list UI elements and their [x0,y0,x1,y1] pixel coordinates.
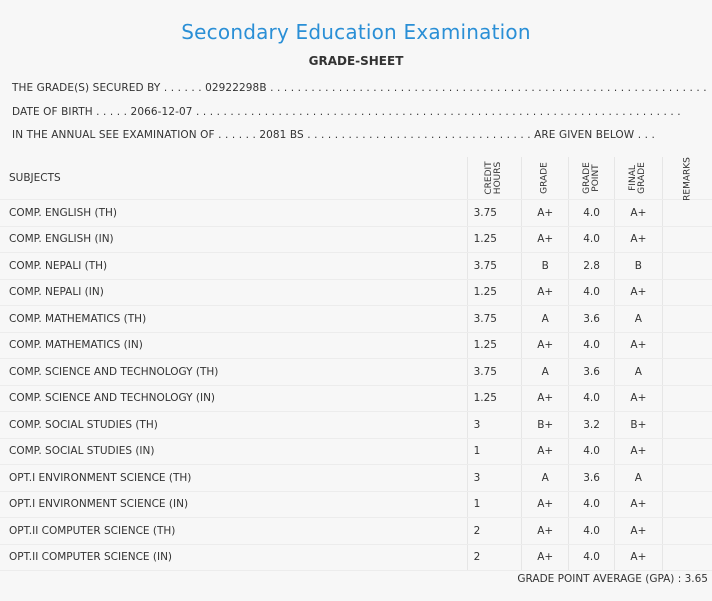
table-row [0,491,712,518]
final-grade-header: FINAL GRADE [614,157,662,200]
credit-hours-cell: 1 [467,491,521,518]
date-of-birth-line: DATE OF BIRTH . . . . . 2066-12-07 . . . . . . . . . . . . . . . . . . . . . . . . . . . . . . . . . . . . . . . . . . . . . . . . . . . . . . . . . . . . . . . . . . . . . . . [12,106,681,118]
subject-cell: OPT.II COMPUTER SCIENCE (TH) [0,518,467,545]
remarks-cell [663,491,712,518]
remarks-cell [663,200,712,227]
grade-point-cell: 4.0 [569,279,614,306]
grade-cell: B [522,253,569,280]
credit-hours-cell: 1.25 [467,226,521,253]
table-row [0,359,712,386]
final-grade-cell: A+ [614,438,662,465]
remarks-cell [663,544,712,571]
grade-point-cell: 4.0 [569,491,614,518]
final-grade-cell: A [614,359,662,386]
subject-cell: COMP. NEPALI (IN) [0,279,467,306]
credit-hours-cell: 2 [467,544,521,571]
subject-cell: COMP. ENGLISH (IN) [0,226,467,253]
final-grade-cell: B+ [614,412,662,439]
subject-cell: COMP. SOCIAL STUDIES (TH) [0,412,467,439]
credit-hours-cell: 1 [467,438,521,465]
remarks-cell [663,279,712,306]
grade-point-cell: 4.0 [569,438,614,465]
credit-hours-header: CREDIT HOURS [467,157,521,200]
final-grade-cell: A+ [614,279,662,306]
credit-hours-cell: 3.75 [467,359,521,386]
grade-secured-by-line: THE GRADE(S) SECURED BY . . . . . . 02922298B . . . . . . . . . . . . . . . . . . . . . . . . . . . . . . . . . . . . . . . . . . . . . . . . . . . . . . . . . . . . . . . . [12,82,707,94]
credit-hours-cell: 2 [467,518,521,545]
credit-hours-cell: 1.25 [467,279,521,306]
credit-hours-cell: 3 [467,465,521,492]
final-grade-cell: A+ [614,332,662,359]
credit-hours-cell: 3.75 [467,200,521,227]
grade-cell: A [522,359,569,386]
final-grade-cell: A [614,306,662,333]
grade-cell: A+ [522,332,569,359]
grade-point-cell: 3.2 [569,412,614,439]
grade-point-cell: 4.0 [569,544,614,571]
grade-cell: A+ [522,200,569,227]
table-header-row [0,157,712,200]
table-row [0,279,712,306]
table-row [0,465,712,492]
table-row [0,253,712,280]
subject-cell: COMP. SCIENCE AND TECHNOLOGY (IN) [0,385,467,412]
remarks-cell [663,438,712,465]
table-row [0,226,712,253]
grade-point-header: GRADE POINT [569,157,614,200]
grade-point-cell: 4.0 [569,200,614,227]
grade-cell: A+ [522,279,569,306]
grade-point-cell: 2.8 [569,253,614,280]
grade-cell: A+ [522,544,569,571]
table-row [0,412,712,439]
grade-sheet-heading: GRADE-SHEET [308,54,404,68]
remarks-cell [663,518,712,545]
subject-cell: COMP. NEPALI (TH) [0,253,467,280]
remarks-cell [663,253,712,280]
final-grade-cell: B [614,253,662,280]
subject-cell: COMP. MATHEMATICS (TH) [0,306,467,333]
credit-hours-cell: 1.25 [467,385,521,412]
grade-cell: A+ [522,438,569,465]
remarks-header: REMARKS [663,157,712,200]
grade-cell: A+ [522,385,569,412]
remarks-cell [663,359,712,386]
grade-point-cell: 3.6 [569,359,614,386]
remarks-cell [663,465,712,492]
credit-hours-cell: 3.75 [467,253,521,280]
grade-cell: B+ [522,412,569,439]
table-row [0,306,712,333]
final-grade-cell: A+ [614,518,662,545]
subject-cell: COMP. MATHEMATICS (IN) [0,332,467,359]
grade-point-cell: 4.0 [569,518,614,545]
grade-point-cell: 4.0 [569,332,614,359]
credit-hours-cell: 1.25 [467,332,521,359]
final-grade-cell: A+ [614,491,662,518]
grade-point-cell: 4.0 [569,385,614,412]
credit-hours-cell: 3.75 [467,306,521,333]
remarks-cell [663,412,712,439]
grade-cell: A [522,306,569,333]
grade-point-cell: 4.0 [569,226,614,253]
final-grade-cell: A+ [614,226,662,253]
grade-cell: A+ [522,491,569,518]
subjects-header: SUBJECTS [0,157,467,200]
grade-header: GRADE [522,157,569,200]
final-grade-cell: A+ [614,200,662,227]
subject-cell: OPT.I ENVIRONMENT SCIENCE (IN) [0,491,467,518]
table-row [0,518,712,545]
page-title: Secondary Education Examination [181,20,531,44]
table-row [0,200,712,227]
grade-point-cell: 3.6 [569,465,614,492]
grade-cell: A+ [522,226,569,253]
grade-point-cell: 3.6 [569,306,614,333]
table-row [0,385,712,412]
remarks-cell [663,306,712,333]
subject-cell: COMP. SCIENCE AND TECHNOLOGY (TH) [0,359,467,386]
subject-cell: COMP. SOCIAL STUDIES (IN) [0,438,467,465]
grade-table [0,157,712,571]
gpa-summary: GRADE POINT AVERAGE (GPA) : 3.65 [517,573,708,585]
final-grade-cell: A [614,465,662,492]
subject-cell: OPT.II COMPUTER SCIENCE (IN) [0,544,467,571]
final-grade-cell: A+ [614,385,662,412]
grade-cell: A [522,465,569,492]
examination-line: IN THE ANNUAL SEE EXAMINATION OF . . . . . . 2081 BS . . . . . . . . . . . . . . . . . . . . . . . . . . . . . . . . . ARE GIVEN BELOW . . . [12,129,655,141]
table-row [0,438,712,465]
credit-hours-cell: 3 [467,412,521,439]
remarks-cell [663,226,712,253]
remarks-cell [663,332,712,359]
subject-cell: OPT.I ENVIRONMENT SCIENCE (TH) [0,465,467,492]
final-grade-cell: A+ [614,544,662,571]
table-row [0,544,712,571]
remarks-cell [663,385,712,412]
table-row [0,332,712,359]
grade-cell: A+ [522,518,569,545]
subject-cell: COMP. ENGLISH (TH) [0,200,467,227]
